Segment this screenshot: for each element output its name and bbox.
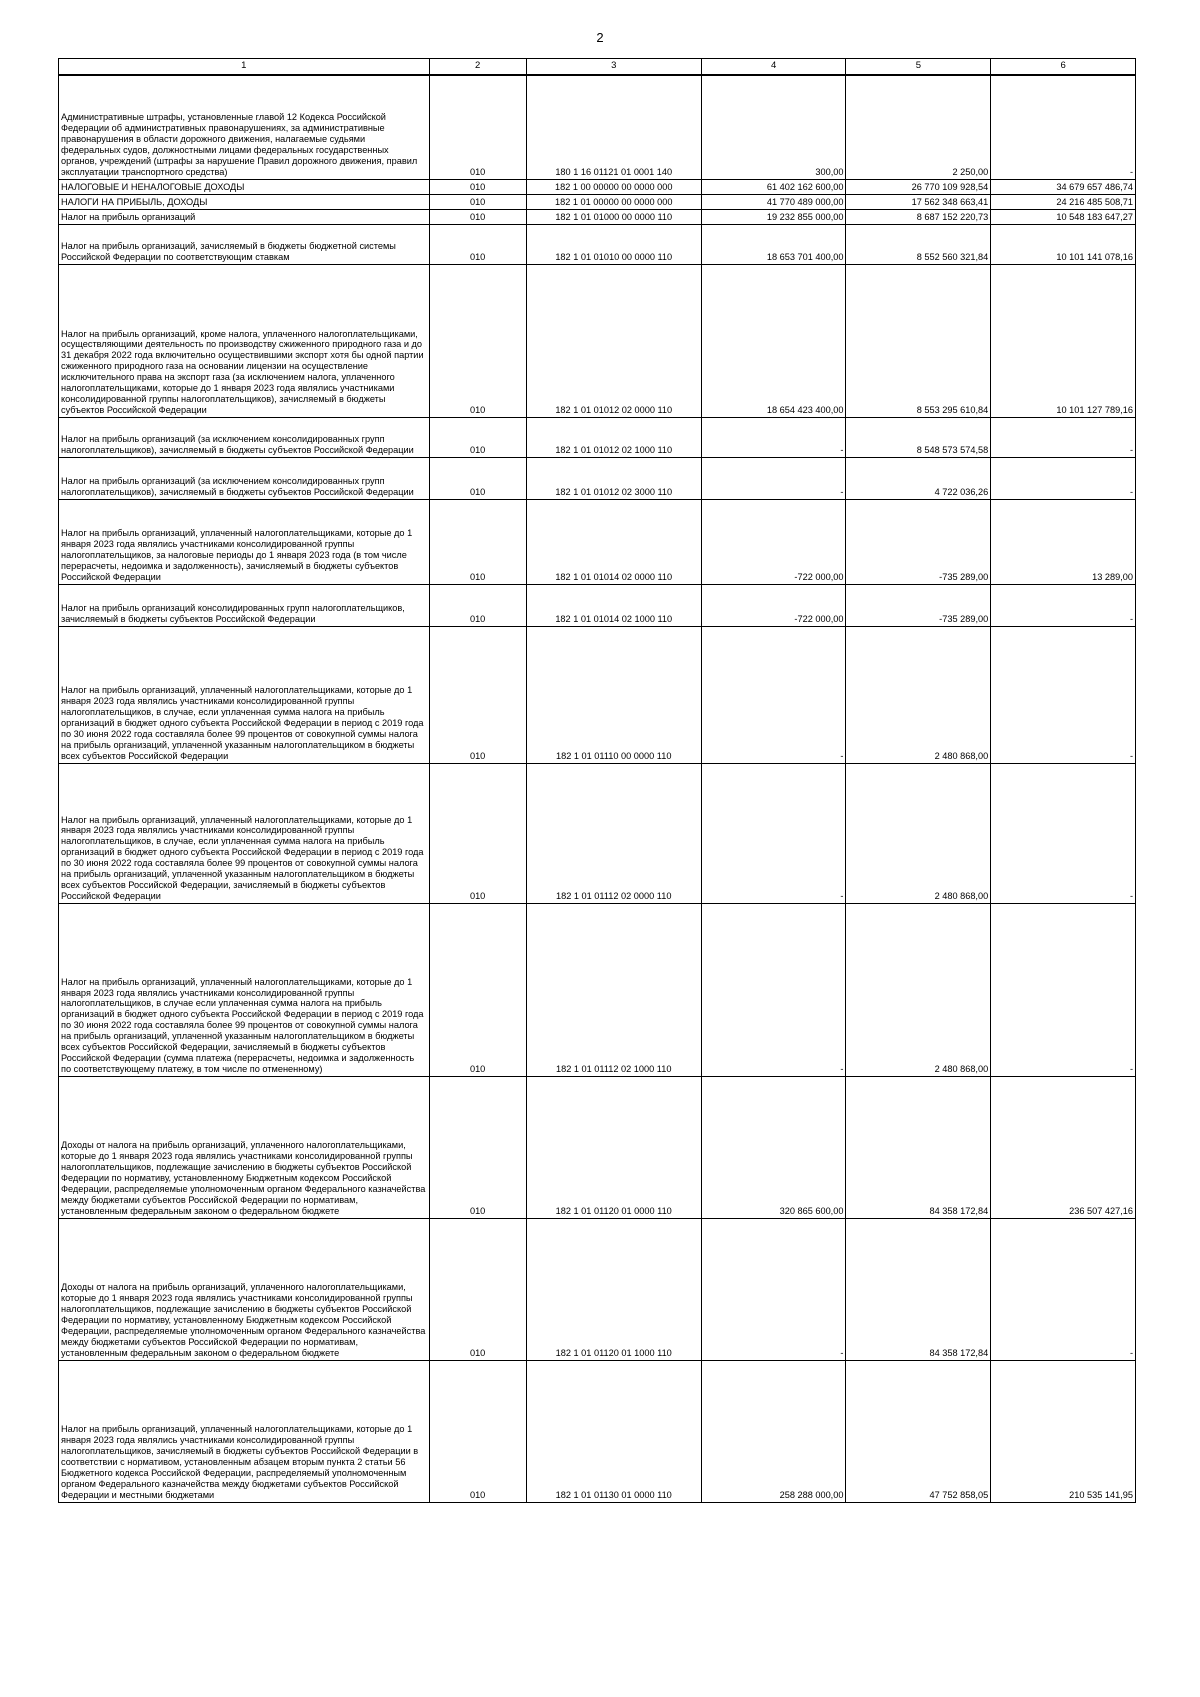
row-budget-code: 182 1 01 01000 00 0000 110 xyxy=(526,209,701,224)
row-line-code: 010 xyxy=(429,264,526,417)
row-value-col4: - xyxy=(701,417,846,457)
row-budget-code: 182 1 01 01012 02 3000 110 xyxy=(526,457,701,499)
row-name: Налог на прибыль организаций xyxy=(59,209,430,224)
row-value-col6: - xyxy=(991,584,1136,626)
table-row xyxy=(59,194,1136,209)
row-value-col4: - xyxy=(701,626,846,763)
row-value-col5: 2 250,00 xyxy=(846,75,991,179)
table-row xyxy=(59,763,1136,903)
row-value-col6: 34 679 657 486,74 xyxy=(991,179,1136,194)
row-value-col5: 47 752 858,05 xyxy=(846,1360,991,1502)
row-line-code: 010 xyxy=(429,763,526,903)
row-name: Доходы от налога на прибыль организаций, уплаченного налогоплательщиками, которые до 1 января 2023 года являлись участниками консолидированной группы налогоплательщиков, подлежащие зачислению в бюджеты субъектов Российской Федерации по нормативу, установленному Бюджетным кодексом Российской Федерации, распределяемые уполномоченным органом Федерального казначейства между бюджетами субъектов Российской Федерации по нормативам, установленным федеральным законом о федеральном бюджете xyxy=(59,1076,430,1218)
row-value-col5: 2 480 868,00 xyxy=(846,626,991,763)
row-value-col6: - xyxy=(991,75,1136,179)
row-name: Налог на прибыль организаций, уплаченный налогоплательщиками, которые до 1 января 2023 года являлись участниками консолидированной группы налогоплательщиков, в случае, если уплаченная сумма налога на прибыль организаций в бюджет одного субъекта Российской Федерации в период с 2019 года по 30 июня 2022 года составляла более 99 процентов от совокупной суммы налога на прибыль организаций, уплаченной указанным налогоплательщиком в бюджеты всех субъектов Российской Федерации xyxy=(59,626,430,763)
row-name: Налог на прибыль организаций (за исключением консолидированных групп налогоплательщиков), зачисляемый в бюджеты субъектов Российской Федерации xyxy=(59,457,430,499)
row-budget-code: 182 1 01 01120 01 1000 110 xyxy=(526,1218,701,1360)
row-name: НАЛОГОВЫЕ И НЕНАЛОГОВЫЕ ДОХОДЫ xyxy=(59,179,430,194)
table-row xyxy=(59,417,1136,457)
row-value-col5: 8 553 295 610,84 xyxy=(846,264,991,417)
table-row xyxy=(59,1218,1136,1360)
row-name: Налог на прибыль организаций, уплаченный налогоплательщиками, которые до 1 января 2023 года являлись участниками консолидированной группы налогоплательщиков, зачисляемый в бюджеты субъектов Российской Федерации в соответствии с нормативом, установленным абзацем вторым пункта 2 статьи 56 Бюджетного кодекса Российской Федерации, распределяемый уполномоченным органом Федерального казначейства между бюджетами субъектов Российской Федерации и местными бюджетами xyxy=(59,1360,430,1502)
row-value-col5: 26 770 109 928,54 xyxy=(846,179,991,194)
row-value-col4: 300,00 xyxy=(701,75,846,179)
row-value-col5: 8 548 573 574,58 xyxy=(846,417,991,457)
row-budget-code: 182 1 01 01014 02 0000 110 xyxy=(526,499,701,584)
row-name: Налог на прибыль организаций, уплаченный налогоплательщиками, которые до 1 января 2023 года являлись участниками консолидированной группы налогоплательщиков, за налоговые периоды до 1 января 2023 года (в том числе перерасчеты, недоимка и задолженность), зачисляемый в бюджеты субъектов Российской Федерации xyxy=(59,499,430,584)
table-row xyxy=(59,224,1136,264)
row-value-col4: - xyxy=(701,763,846,903)
row-budget-code: 182 1 01 01112 02 1000 110 xyxy=(526,903,701,1076)
table-row xyxy=(59,75,1136,179)
row-value-col6: - xyxy=(991,417,1136,457)
row-line-code: 010 xyxy=(429,584,526,626)
row-budget-code: 182 1 00 00000 00 0000 000 xyxy=(526,179,701,194)
row-line-code: 010 xyxy=(429,1360,526,1502)
table-row xyxy=(59,264,1136,417)
row-budget-code: 182 1 01 01130 01 0000 110 xyxy=(526,1360,701,1502)
row-value-col5: 17 562 348 663,41 xyxy=(846,194,991,209)
row-line-code: 010 xyxy=(429,75,526,179)
table-row xyxy=(59,457,1136,499)
column-header-3: 3 xyxy=(526,59,701,76)
row-value-col4: -722 000,00 xyxy=(701,499,846,584)
row-budget-code: 182 1 01 01112 02 0000 110 xyxy=(526,763,701,903)
row-value-col5: 8 687 152 220,73 xyxy=(846,209,991,224)
row-value-col6: - xyxy=(991,457,1136,499)
income-report-table xyxy=(58,58,1136,1503)
table-row xyxy=(59,1360,1136,1502)
row-name: Налог на прибыль организаций консолидированных групп налогоплательщиков, зачисляемый в бюджеты субъектов Российской Федерации xyxy=(59,584,430,626)
row-value-col5: 84 358 172,84 xyxy=(846,1076,991,1218)
row-name: Налог на прибыль организаций, кроме налога, уплаченного налогоплательщиками, осуществляющими деятельность по производству сжиженного природного газа и до 31 декабря 2022 года включительно осуществившими экспорт хотя бы одной партии сжиженного природного газа на основании лицензии на осуществление исключительного права на экспорт газа (за исключением налога, уплаченного налогоплательщиками, которые до 1 января 2023 года являлись участниками консолидированной группы налогоплательщиков), зачисляемый в бюджеты субъектов Российской Федерации xyxy=(59,264,430,417)
table-row xyxy=(59,1076,1136,1218)
row-budget-code: 182 1 01 01012 02 1000 110 xyxy=(526,417,701,457)
row-line-code: 010 xyxy=(429,194,526,209)
page-number: 2 xyxy=(596,30,604,45)
row-name: Налог на прибыль организаций (за исключением консолидированных групп налогоплательщиков), зачисляемый в бюджеты субъектов Российской Федерации xyxy=(59,417,430,457)
row-budget-code: 182 1 01 01120 01 0000 110 xyxy=(526,1076,701,1218)
row-value-col4: - xyxy=(701,457,846,499)
row-line-code: 010 xyxy=(429,457,526,499)
row-line-code: 010 xyxy=(429,1218,526,1360)
row-budget-code: 182 1 01 01110 00 0000 110 xyxy=(526,626,701,763)
row-value-col5: 84 358 172,84 xyxy=(846,1218,991,1360)
row-value-col4: - xyxy=(701,903,846,1076)
row-value-col6: 210 535 141,95 xyxy=(991,1360,1136,1502)
table-row xyxy=(59,499,1136,584)
row-budget-code: 182 1 01 01014 02 1000 110 xyxy=(526,584,701,626)
row-line-code: 010 xyxy=(429,224,526,264)
column-header-2: 2 xyxy=(429,59,526,76)
row-value-col5: 2 480 868,00 xyxy=(846,903,991,1076)
row-line-code: 010 xyxy=(429,499,526,584)
row-name: Налог на прибыль организаций, уплаченный налогоплательщиками, которые до 1 января 2023 года являлись участниками консолидированной группы налогоплательщиков, в случае если уплаченная сумма налога на прибыль организаций в бюджет одного субъекта Российской Федерации в период с 2019 года по 30 июня 2022 года составляла более 99 процентов от совокупной суммы налога на прибыль организаций, уплаченной указанным налогоплательщиком в бюджеты всех субъектов Российской Федерации, зачисляемый в бюджеты субъектов Российской Федерации (сумма платежа (перерасчеты, недоимка и задолженность по соответствующему платежу, в том числе по отмененному) xyxy=(59,903,430,1076)
column-header-6: 6 xyxy=(991,59,1136,76)
table-row xyxy=(59,209,1136,224)
row-value-col6: 13 289,00 xyxy=(991,499,1136,584)
row-value-col4: 18 653 701 400,00 xyxy=(701,224,846,264)
row-line-code: 010 xyxy=(429,903,526,1076)
row-value-col4: 18 654 423 400,00 xyxy=(701,264,846,417)
table-header-row xyxy=(59,59,1136,76)
row-name: Доходы от налога на прибыль организаций, уплаченного налогоплательщиками, которые до 1 января 2023 года являлись участниками консолидированной группы налогоплательщиков, подлежащие зачислению в бюджеты субъектов Российской Федерации по нормативу, установленному Бюджетным кодексом Российской Федерации, распределяемые уполномоченным органом Федерального казначейства между бюджетами субъектов Российской Федерации по нормативам, установленным федеральным законом о федеральном бюджете xyxy=(59,1218,430,1360)
row-value-col4: 61 402 162 600,00 xyxy=(701,179,846,194)
row-value-col4: -722 000,00 xyxy=(701,584,846,626)
row-line-code: 010 xyxy=(429,626,526,763)
row-value-col4: 320 865 600,00 xyxy=(701,1076,846,1218)
row-value-col5: 2 480 868,00 xyxy=(846,763,991,903)
row-budget-code: 180 1 16 01121 01 0001 140 xyxy=(526,75,701,179)
row-value-col5: 4 722 036,26 xyxy=(846,457,991,499)
row-budget-code: 182 1 01 00000 00 0000 000 xyxy=(526,194,701,209)
row-value-col6: 10 548 183 647,27 xyxy=(991,209,1136,224)
row-value-col6: 10 101 127 789,16 xyxy=(991,264,1136,417)
row-value-col5: -735 289,00 xyxy=(846,584,991,626)
row-line-code: 010 xyxy=(429,1076,526,1218)
row-value-col4: 258 288 000,00 xyxy=(701,1360,846,1502)
column-header-5: 5 xyxy=(846,59,991,76)
table-row xyxy=(59,179,1136,194)
row-value-col6: - xyxy=(991,626,1136,763)
row-value-col6: - xyxy=(991,763,1136,903)
row-budget-code: 182 1 01 01012 02 0000 110 xyxy=(526,264,701,417)
table-row xyxy=(59,903,1136,1076)
row-value-col5: -735 289,00 xyxy=(846,499,991,584)
column-header-4: 4 xyxy=(701,59,846,76)
row-value-col6: - xyxy=(991,903,1136,1076)
row-name: Административные штрафы, установленные главой 12 Кодекса Российской Федерации об административных правонарушениях, за административные правонарушения в области дорожного движения, налагаемые судьями федеральных судов, должностными лицами федеральных государственных органов, учреждений (штрафы за нарушение Правил дорожного движения, правил эксплуатации транспортного средства) xyxy=(59,75,430,179)
row-budget-code: 182 1 01 01010 00 0000 110 xyxy=(526,224,701,264)
table-row xyxy=(59,626,1136,763)
column-header-1: 1 xyxy=(59,59,430,76)
row-value-col4: 41 770 489 000,00 xyxy=(701,194,846,209)
row-line-code: 010 xyxy=(429,179,526,194)
row-name: Налог на прибыль организаций, уплаченный налогоплательщиками, которые до 1 января 2023 года являлись участниками консолидированной группы налогоплательщиков, в случае, если уплаченная сумма налога на прибыль организаций в бюджет одного субъекта Российской Федерации в период с 2019 года по 30 июня 2022 года составляла более 99 процентов от совокупной суммы налога на прибыль организаций, уплаченной указанным налогоплательщиком в бюджеты всех субъектов Российской Федерации, зачисляемый в бюджеты субъектов Российской Федерации xyxy=(59,763,430,903)
row-value-col6: 236 507 427,16 xyxy=(991,1076,1136,1218)
row-value-col5: 8 552 560 321,84 xyxy=(846,224,991,264)
row-line-code: 010 xyxy=(429,209,526,224)
row-value-col6: - xyxy=(991,1218,1136,1360)
row-value-col6: 10 101 141 078,16 xyxy=(991,224,1136,264)
table-row xyxy=(59,584,1136,626)
row-value-col6: 24 216 485 508,71 xyxy=(991,194,1136,209)
row-value-col4: - xyxy=(701,1218,846,1360)
row-name: НАЛОГИ НА ПРИБЫЛЬ, ДОХОДЫ xyxy=(59,194,430,209)
row-value-col4: 19 232 855 000,00 xyxy=(701,209,846,224)
row-line-code: 010 xyxy=(429,417,526,457)
row-name: Налог на прибыль организаций, зачисляемый в бюджеты бюджетной системы Российской Федерации по соответствующим ставкам xyxy=(59,224,430,264)
